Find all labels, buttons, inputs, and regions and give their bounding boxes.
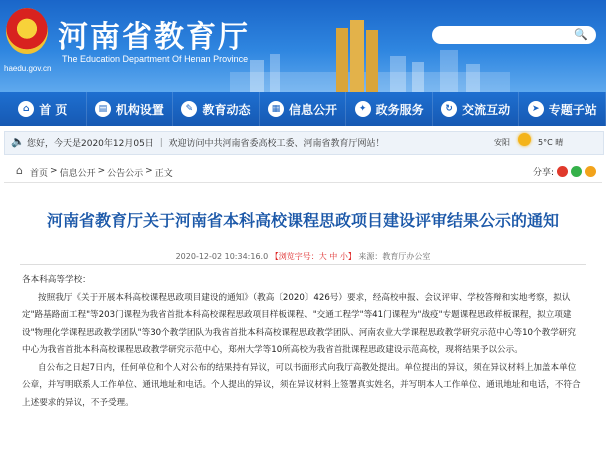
weather-temp: 5°C 晴 [538, 138, 564, 147]
breadcrumb-home[interactable]: 首页 [30, 169, 49, 179]
breadcrumb-separator: > [145, 166, 153, 176]
article-date: 2020-12-02 10:34:16.0 [175, 252, 269, 261]
site-title[interactable]: 河南省教育厅 [58, 20, 250, 55]
nav-item-topic[interactable] [519, 92, 606, 126]
search-input[interactable] [432, 26, 596, 44]
star-icon: ★ [19, 17, 32, 33]
main-nav [0, 92, 606, 126]
topic-icon: ➤ [528, 101, 544, 117]
welcome-text: 您好，今天是2020年12月05日 ｜ 欢迎访问中共河南省委高校工委、河南省教育厅网站！ [27, 139, 385, 149]
font-size-control[interactable]: 【浏览字号：大 中 小】 [270, 252, 356, 261]
paragraph: 自公布之日起7日内，任何单位和个人对公布的结果持有异议，可以书面形式向我厅高教处提出。单位提出的异议，须在异议材料上加盖本单位公章，并写明联系人工作单位、通讯地址和电话。个人提出的异议，须在异议材料上签署真实姓名，并写明本人工作单位、通讯地址和电话，不符合上述要求的异议，不予受理。 [22, 362, 581, 408]
qzone-icon[interactable] [585, 166, 596, 177]
nav-label: 机构设置 [115, 102, 164, 117]
nav-item-info[interactable] [260, 92, 347, 126]
nav-label: 信息公开 [289, 102, 338, 117]
nav-item-home[interactable] [0, 92, 87, 126]
breadcrumb-notices[interactable]: 公告公示 [107, 169, 144, 179]
header-banner [0, 0, 606, 92]
article-source: 来源：教育厅办公室 [358, 252, 431, 261]
breadcrumb [30, 166, 173, 179]
speaker-icon: 🔈 [11, 135, 25, 148]
nav-label: 专题子站 [548, 102, 597, 117]
nav-item-service[interactable] [346, 92, 433, 126]
nav-item-news[interactable] [173, 92, 260, 126]
nav-label: 政务服务 [375, 102, 424, 117]
wechat-icon[interactable] [571, 166, 582, 177]
paragraph: 按照我厅《关于开展本科高校课程思政项目建设的通知》（教高〔2020〕426号）要求，经高校申报、会议评审、学校答辩和实地考察，拟认定"路基路面工程"等203门课程为我省首批本科高校课程思政项目样板课程、"交通工程学"等41门课程为"战疫"专题课程思政样板课程，拟立项建设"物理化学课程思政教学团队"等30个教学团队为我省首批本科高校课程思政教学团队、河南农业大学课程思政教学研究示范中心等10个教学研究中心为我省首批本科高校课程思政教学研究示范中心，郑州大学等10所高校为我省首批课程思政建设示范高校，现将结果予以公示。 [22, 292, 576, 355]
nav-label: 教育动态 [202, 102, 251, 117]
share-bar [533, 165, 596, 178]
home-icon: ⌂ [18, 101, 34, 117]
article-meta [0, 251, 606, 262]
nav-label: 交流互动 [462, 102, 511, 117]
divider [20, 264, 586, 265]
nav-item-org[interactable] [87, 92, 174, 126]
home-icon: ⌂ [16, 164, 23, 177]
news-icon: ✎ [181, 101, 197, 117]
breadcrumb-current: 正文 [154, 169, 173, 179]
nav-label: 首 页 [39, 102, 68, 117]
info-icon: ▦ [268, 101, 284, 117]
weibo-icon[interactable] [557, 166, 568, 177]
breadcrumb-bar [4, 160, 602, 183]
site-subtitle: The Education Department Of Henan Province [62, 54, 249, 64]
site-url[interactable]: haedu.gov.cn [4, 64, 52, 73]
service-icon: ✦ [355, 101, 371, 117]
welcome-bar [4, 131, 604, 155]
sun-icon [518, 133, 531, 146]
weather-city: 安阳 [494, 138, 510, 147]
article-body [22, 272, 582, 412]
breadcrumb-separator: > [50, 166, 58, 176]
article-title: 河南省教育厅关于河南省本科高校课程思政项目建设评审结果公示的通知 [46, 211, 559, 230]
nav-item-chat[interactable] [433, 92, 520, 126]
search-icon[interactable]: 🔍 [574, 28, 588, 41]
breadcrumb-separator: > [97, 166, 106, 176]
salutation: 各本科高等学校： [22, 275, 91, 285]
share-label: 分享: [532, 168, 554, 178]
breadcrumb-info[interactable]: 信息公开 [59, 169, 96, 179]
chat-icon: ↻ [441, 101, 457, 117]
org-icon: ▤ [95, 101, 111, 117]
